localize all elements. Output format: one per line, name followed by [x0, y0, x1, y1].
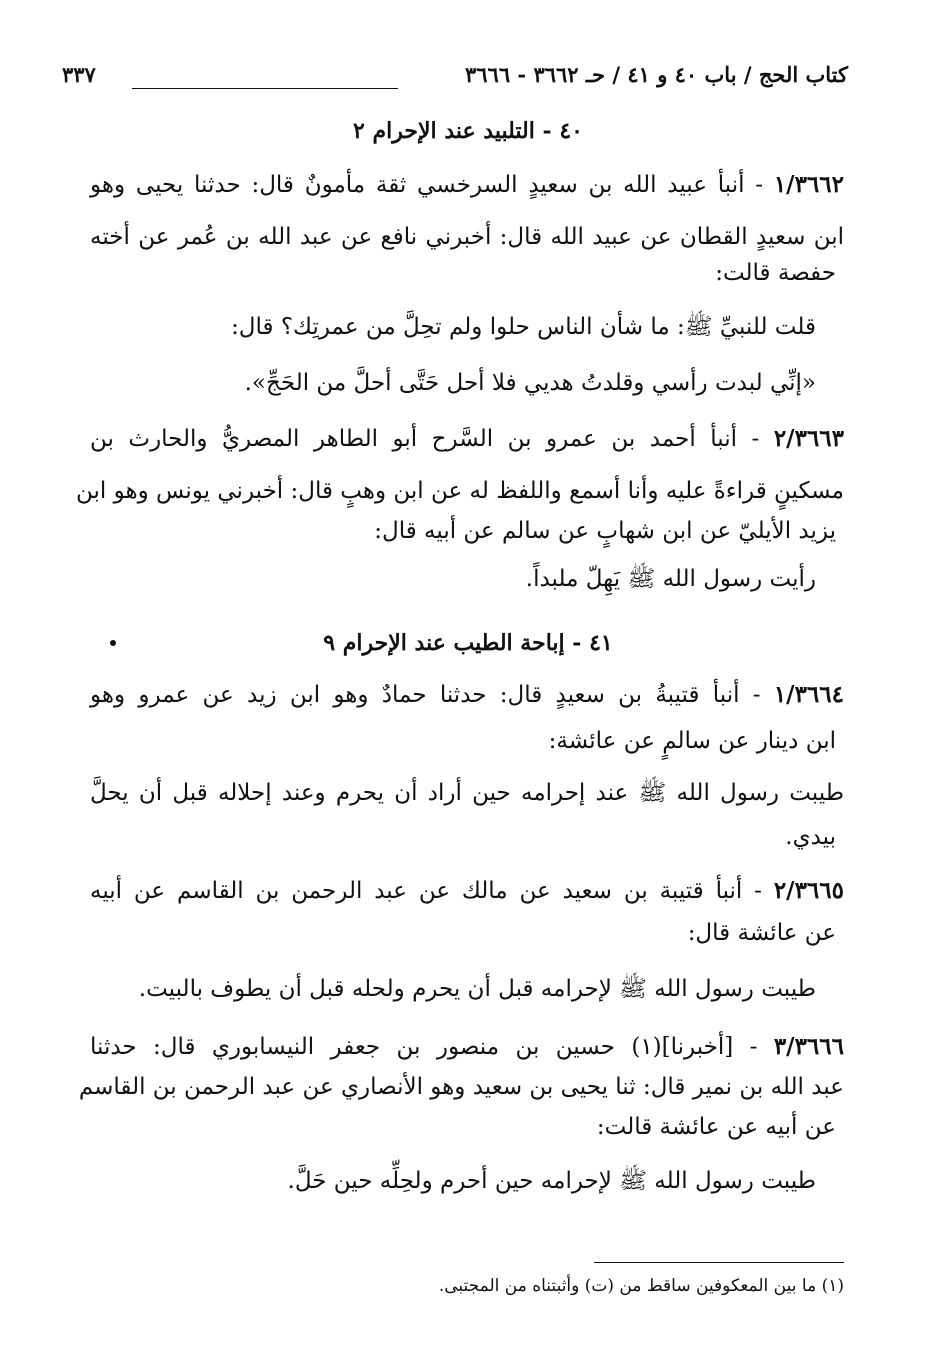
hadith-3666-line-3: عن أبيه عن عائشة قالت:	[596, 1114, 836, 1140]
hadith-text: - أنبأ قتيبةُ بن سعيدٍ قال: حدثنا حمادٌ وهو ابن زيد عن عمرو وهو	[90, 682, 761, 708]
section-heading-40: ٤٠ - التلبيد عند الإحرام ٢	[353, 118, 583, 144]
hadith-3663-quote-1: رأيت رسول الله ﷺ يَهِلّ ملبداً.	[525, 566, 816, 592]
hadith-3666-line-2: عبد الله بن نمير قال: ثنا يحيى بن سعيد وهو الأنصاري عن عبد الرحمن بن القاسم	[78, 1074, 844, 1100]
hadith-3663-line-1	[90, 424, 844, 454]
hadith-text: - أنبأ أحمد بن عمرو بن السَّرح أبو الطاهر المصريُّ والحارث بن	[90, 426, 760, 452]
hadith-number: ١/٣٦٦٤	[773, 681, 844, 708]
hadith-3662-line-3: حفصة قالت:	[715, 260, 836, 286]
footnote: (١) ما بين المعكوفين ساقط من (ت) وأثبتناه من المجتبى.	[438, 1276, 844, 1296]
hadith-text: - أنبأ قتيبة بن سعيد عن مالك عن عبد الرحمن بن القاسم عن أبيه	[90, 878, 762, 904]
hadith-3666-line-1	[90, 1032, 844, 1062]
hadith-3663-line-2: مسكينٍ قراءةً عليه وأنا أسمع واللفظ له عن ابن وهبٍ قال: أخبرني يونس وهو ابن	[76, 478, 844, 504]
hadith-number: ٣/٣٦٦٦	[773, 1033, 844, 1060]
margin-mark	[110, 640, 116, 646]
hadith-3662-line-1	[90, 170, 844, 200]
hadith-number: ١/٣٦٦٢	[773, 171, 844, 198]
running-header	[62, 58, 848, 98]
hadith-3664-line-2: ابن دينار عن سالمٍ عن عائشة:	[548, 728, 836, 754]
header-rule	[132, 88, 398, 89]
page-number: ٣٣٧	[62, 62, 96, 87]
hadith-3663-line-3: يزيد الأيليّ عن ابن شهابٍ عن سالم عن أبيه قال:	[374, 518, 836, 544]
hadith-3664-line-1	[90, 680, 844, 710]
hadith-3666-quote-1: طيبت رسول الله ﷺ لإحرامه حين أحرم ولحِلِّه حين حَلَّ.	[287, 1168, 816, 1194]
hadith-3662-quote-1: قلت للنبيِّ ﷺ: ما شأن الناس حلوا ولم تحِلَّ من عمرتِك؟ قال:	[231, 314, 816, 340]
hadith-3662-line-2: ابن سعيدٍ القطان عن عبيد الله قال: أخبرني نافع عن عبد الله بن عُمر عن أخته	[90, 224, 844, 250]
hadith-3665-quote-1: طيبت رسول الله ﷺ لإحرامه قبل أن يحرم ولحله قبل أن يطوف بالبيت.	[138, 976, 816, 1002]
hadith-number: ٢/٣٦٦٣	[773, 425, 844, 452]
hadith-text: - أنبأ عبيد الله بن سعيدٍ السرخسي ثقة مأمونٌ قال: حدثنا يحيى وهو	[90, 172, 764, 198]
hadith-3664-quote-1: طيبت رسول الله ﷺ عند إحرامه حين أراد أن يحرم وعند إحلاله قبل أن يحلَّ	[90, 780, 844, 806]
hadith-3665-line-2: عن عائشة قال:	[687, 920, 836, 946]
hadith-3662-quote-2: «إنِّي لبدت رأسي وقلدتُ هديي فلا أحل حَتَّى أحلَّ من الحَجِّ».	[244, 370, 816, 396]
hadith-number: ٢/٣٦٦٥	[773, 877, 844, 904]
running-header-title: كتاب الحج / باب ٤٠ و ٤١ / حـ ٣٦٦٢ - ٣٦٦٦	[464, 62, 848, 87]
hadith-3665-line-1	[90, 876, 844, 906]
footnote-rule	[594, 1262, 844, 1263]
section-heading-41: ٤١ - إباحة الطيب عند الإحرام ٩	[323, 630, 613, 656]
hadith-text: - [أخبرنا](١) حسين بن منصور بن جعفر النيسابوري قال: حدثنا	[90, 1034, 758, 1060]
hadith-3664-quote-2: بيدي.	[785, 824, 836, 850]
